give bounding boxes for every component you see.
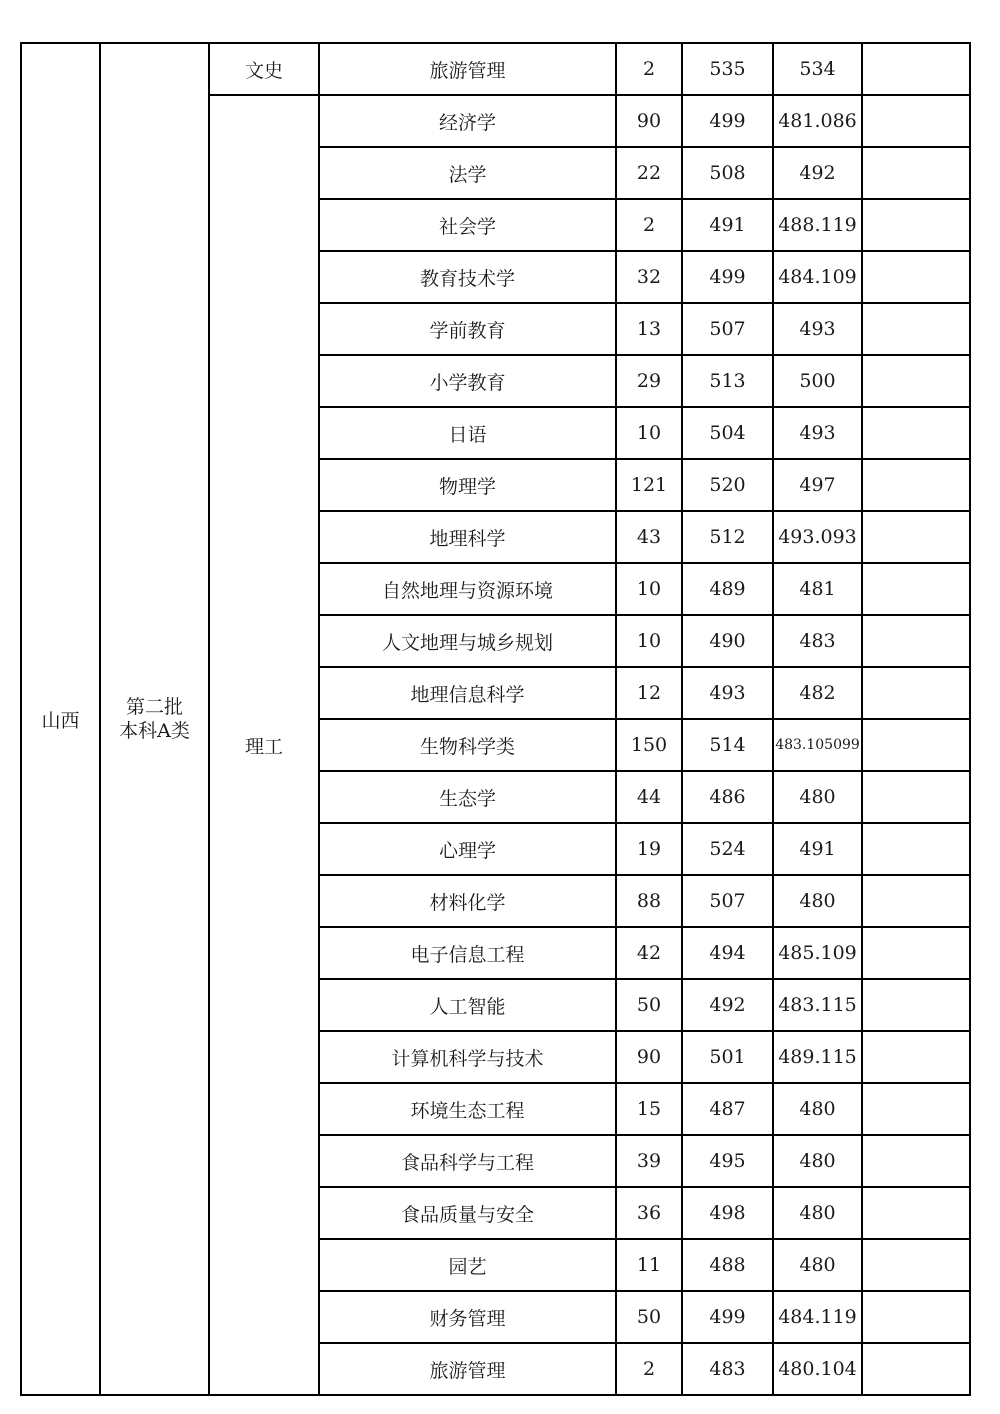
max-score-cell: 494 — [682, 927, 773, 979]
max-score-cell: 490 — [682, 615, 773, 667]
note-cell — [862, 1291, 970, 1343]
note-cell — [862, 875, 970, 927]
note-cell — [862, 251, 970, 303]
plan-count-cell: 50 — [616, 1291, 682, 1343]
note-cell — [862, 563, 970, 615]
min-score-cell: 480 — [773, 1083, 862, 1135]
max-score-cell: 508 — [682, 147, 773, 199]
plan-count-cell: 10 — [616, 615, 682, 667]
major-cell: 地理信息科学 — [319, 667, 616, 719]
plan-count-cell: 88 — [616, 875, 682, 927]
plan-count-cell: 121 — [616, 459, 682, 511]
min-score-cell: 480 — [773, 1187, 862, 1239]
max-score-cell: 491 — [682, 199, 773, 251]
plan-count-cell: 32 — [616, 251, 682, 303]
plan-count-cell: 10 — [616, 407, 682, 459]
max-score-cell: 499 — [682, 1291, 773, 1343]
min-score-cell: 500 — [773, 355, 862, 407]
max-score-cell: 524 — [682, 823, 773, 875]
max-score-cell: 535 — [682, 43, 773, 95]
min-score-cell: 482 — [773, 667, 862, 719]
major-cell: 人工智能 — [319, 979, 616, 1031]
major-cell: 社会学 — [319, 199, 616, 251]
plan-count-cell: 11 — [616, 1239, 682, 1291]
max-score-cell: 501 — [682, 1031, 773, 1083]
note-cell — [862, 355, 970, 407]
min-score-cell: 491 — [773, 823, 862, 875]
max-score-cell: 486 — [682, 771, 773, 823]
major-cell: 旅游管理 — [319, 43, 616, 95]
major-cell: 教育技术学 — [319, 251, 616, 303]
table-row — [21, 43, 970, 95]
plan-count-cell: 90 — [616, 1031, 682, 1083]
major-cell: 生态学 — [319, 771, 616, 823]
plan-count-cell: 2 — [616, 1343, 682, 1395]
min-score-cell: 497 — [773, 459, 862, 511]
batch-line: 本科A类 — [119, 720, 190, 742]
category-cell: 文史 — [209, 43, 319, 95]
note-cell — [862, 459, 970, 511]
min-score-cell: 493.093 — [773, 511, 862, 563]
major-cell: 环境生态工程 — [319, 1083, 616, 1135]
min-score-cell: 493 — [773, 407, 862, 459]
max-score-cell: 483 — [682, 1343, 773, 1395]
major-cell: 学前教育 — [319, 303, 616, 355]
max-score-cell: 514 — [682, 719, 773, 771]
major-cell: 计算机科学与技术 — [319, 1031, 616, 1083]
major-cell: 电子信息工程 — [319, 927, 616, 979]
table-body — [21, 43, 970, 1395]
note-cell — [862, 771, 970, 823]
major-cell: 食品科学与工程 — [319, 1135, 616, 1187]
max-score-cell: 493 — [682, 667, 773, 719]
min-score-cell: 483 — [773, 615, 862, 667]
min-score-cell: 480 — [773, 875, 862, 927]
note-cell — [862, 1187, 970, 1239]
major-cell: 材料化学 — [319, 875, 616, 927]
plan-count-cell: 12 — [616, 667, 682, 719]
min-score-cell: 483.105099 — [773, 719, 862, 771]
min-score-cell: 484.119 — [773, 1291, 862, 1343]
category-cell: 理工 — [209, 95, 319, 1395]
plan-count-cell: 2 — [616, 199, 682, 251]
min-score-cell: 492 — [773, 147, 862, 199]
major-cell: 物理学 — [319, 459, 616, 511]
note-cell — [862, 927, 970, 979]
max-score-cell: 507 — [682, 875, 773, 927]
plan-count-cell: 22 — [616, 147, 682, 199]
min-score-cell: 480.104 — [773, 1343, 862, 1395]
major-cell: 地理科学 — [319, 511, 616, 563]
max-score-cell: 499 — [682, 95, 773, 147]
min-score-cell: 534 — [773, 43, 862, 95]
min-score-cell: 481.086 — [773, 95, 862, 147]
max-score-cell: 504 — [682, 407, 773, 459]
max-score-cell: 499 — [682, 251, 773, 303]
plan-count-cell: 150 — [616, 719, 682, 771]
major-cell: 日语 — [319, 407, 616, 459]
plan-count-cell: 13 — [616, 303, 682, 355]
max-score-cell: 498 — [682, 1187, 773, 1239]
note-cell — [862, 1031, 970, 1083]
admission-score-table — [20, 42, 971, 1396]
max-score-cell: 513 — [682, 355, 773, 407]
note-cell — [862, 303, 970, 355]
major-cell: 财务管理 — [319, 1291, 616, 1343]
major-cell: 人文地理与城乡规划 — [319, 615, 616, 667]
min-score-cell: 488.119 — [773, 199, 862, 251]
max-score-cell: 488 — [682, 1239, 773, 1291]
max-score-cell: 495 — [682, 1135, 773, 1187]
min-score-cell: 480 — [773, 1135, 862, 1187]
plan-count-cell: 19 — [616, 823, 682, 875]
min-score-cell: 481 — [773, 563, 862, 615]
max-score-cell: 507 — [682, 303, 773, 355]
plan-count-cell: 90 — [616, 95, 682, 147]
note-cell — [862, 511, 970, 563]
min-score-cell: 485.109 — [773, 927, 862, 979]
min-score-cell: 489.115 — [773, 1031, 862, 1083]
major-cell: 园艺 — [319, 1239, 616, 1291]
major-cell: 旅游管理 — [319, 1343, 616, 1395]
min-score-cell: 483.115 — [773, 979, 862, 1031]
note-cell — [862, 719, 970, 771]
plan-count-cell: 50 — [616, 979, 682, 1031]
note-cell — [862, 1135, 970, 1187]
plan-count-cell: 43 — [616, 511, 682, 563]
plan-count-cell: 36 — [616, 1187, 682, 1239]
plan-count-cell: 15 — [616, 1083, 682, 1135]
note-cell — [862, 1343, 970, 1395]
min-score-cell: 493 — [773, 303, 862, 355]
plan-count-cell: 2 — [616, 43, 682, 95]
major-cell: 食品质量与安全 — [319, 1187, 616, 1239]
major-cell: 法学 — [319, 147, 616, 199]
note-cell — [862, 95, 970, 147]
note-cell — [862, 147, 970, 199]
batch-line: 第二批 — [125, 696, 183, 718]
major-cell: 自然地理与资源环境 — [319, 563, 616, 615]
min-score-cell: 480 — [773, 771, 862, 823]
note-cell — [862, 615, 970, 667]
batch-cell — [100, 43, 209, 1395]
min-score-cell: 480 — [773, 1239, 862, 1291]
major-cell: 生物科学类 — [319, 719, 616, 771]
note-cell — [862, 667, 970, 719]
max-score-cell: 489 — [682, 563, 773, 615]
major-cell: 经济学 — [319, 95, 616, 147]
major-cell: 小学教育 — [319, 355, 616, 407]
note-cell — [862, 1239, 970, 1291]
note-cell — [862, 43, 970, 95]
max-score-cell: 512 — [682, 511, 773, 563]
max-score-cell: 520 — [682, 459, 773, 511]
plan-count-cell: 42 — [616, 927, 682, 979]
max-score-cell: 487 — [682, 1083, 773, 1135]
plan-count-cell: 29 — [616, 355, 682, 407]
max-score-cell: 492 — [682, 979, 773, 1031]
note-cell — [862, 1083, 970, 1135]
min-score-cell: 484.109 — [773, 251, 862, 303]
note-cell — [862, 979, 970, 1031]
plan-count-cell: 44 — [616, 771, 682, 823]
note-cell — [862, 199, 970, 251]
province-cell: 山西 — [21, 43, 100, 1395]
note-cell — [862, 823, 970, 875]
plan-count-cell: 10 — [616, 563, 682, 615]
plan-count-cell: 39 — [616, 1135, 682, 1187]
note-cell — [862, 407, 970, 459]
major-cell: 心理学 — [319, 823, 616, 875]
